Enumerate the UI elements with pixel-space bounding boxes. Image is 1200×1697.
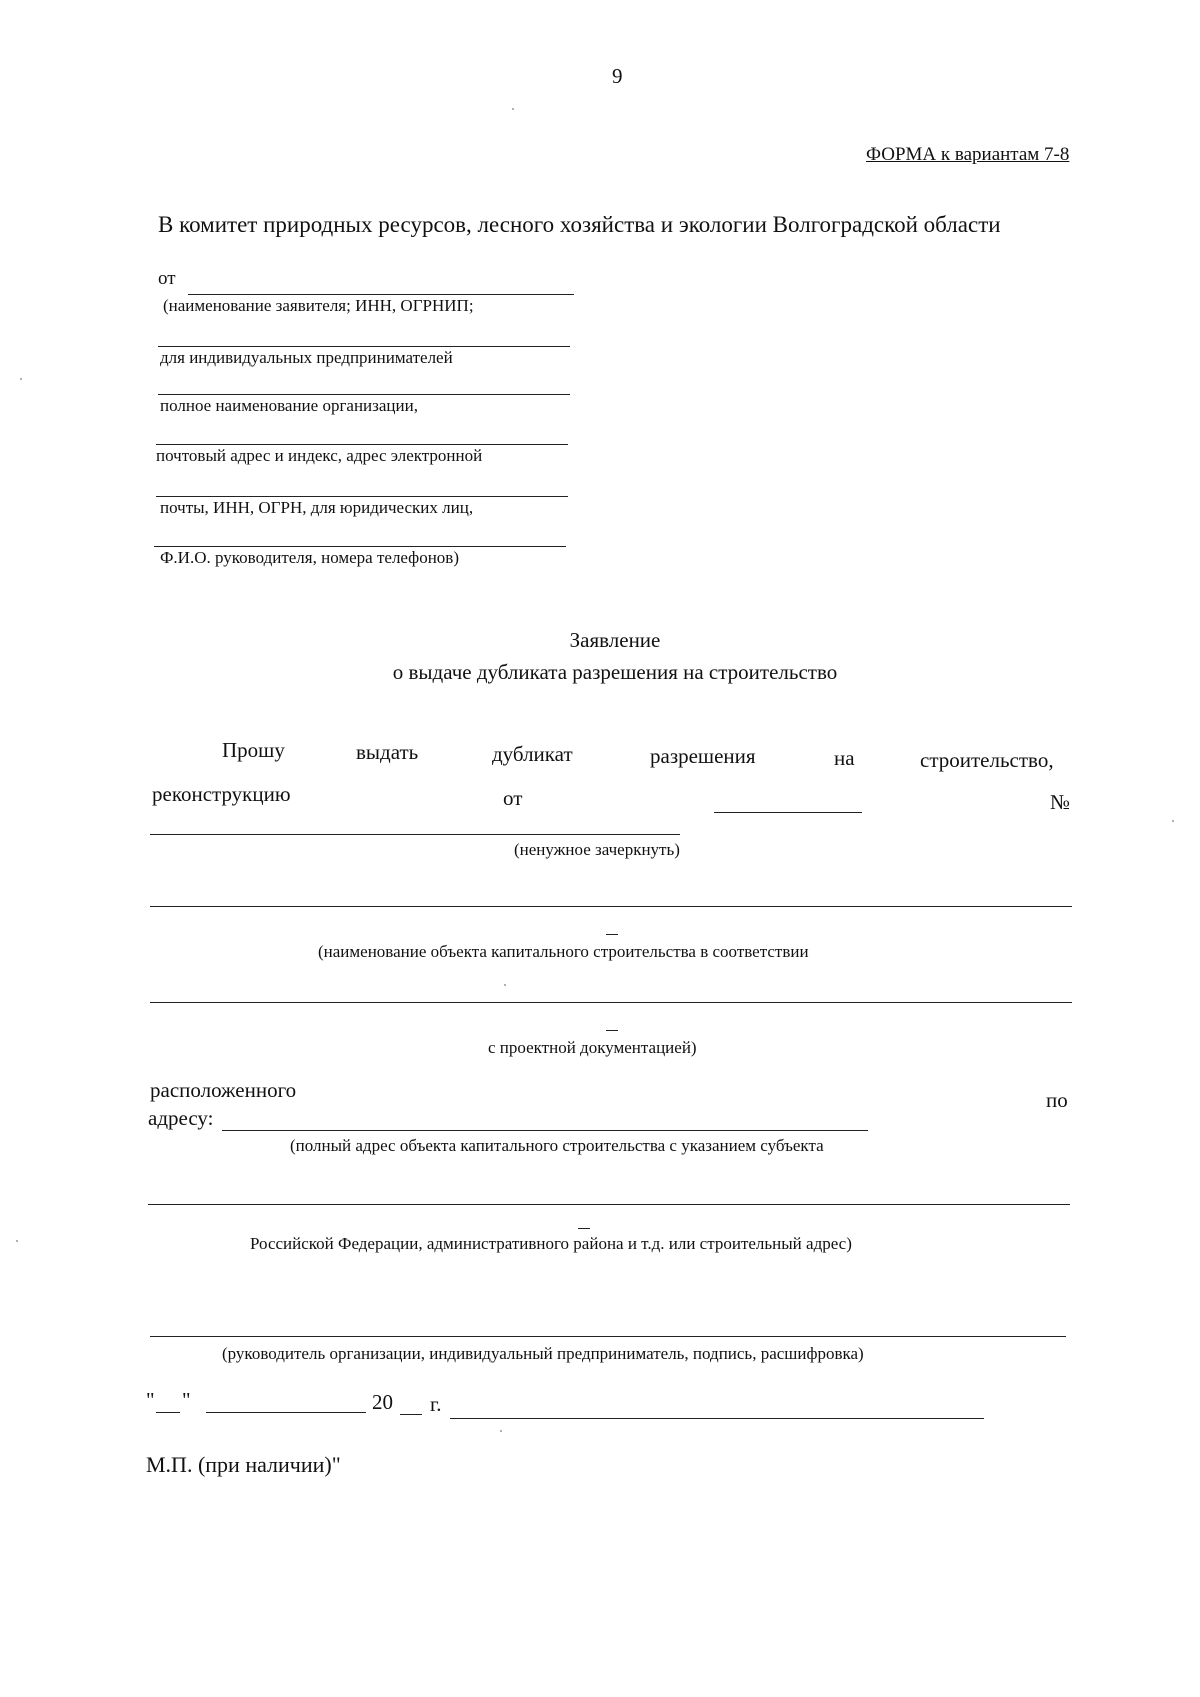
dash-mark (606, 934, 618, 935)
page-number: 9 (612, 64, 623, 88)
applicant-line-1[interactable] (188, 294, 574, 295)
object-name-line-1[interactable] (150, 906, 1072, 907)
applicant-hint-3: полное наименование организации, (160, 396, 418, 415)
word-raspolozhennogo: расположенного (150, 1078, 297, 1102)
applicant-hint-4: почтовый адрес и индекс, адрес электронной (156, 446, 483, 465)
form-label: ФОРМА к вариантам 7-8 (866, 144, 1070, 165)
address-line-1[interactable] (222, 1130, 868, 1131)
hint-address-1: (полный адрес объекта капитального строительства с указанием субъекта (290, 1136, 824, 1155)
word-dublikat: дубликат (492, 742, 573, 766)
date-year-prefix: 20 (372, 1390, 393, 1414)
dash-mark (606, 1030, 618, 1031)
applicant-line-6[interactable] (154, 546, 566, 547)
applicant-hint-1: (наименование заявителя; ИНН, ОГРНИП; (163, 296, 474, 315)
hint-object-2: с проектной документацией) (488, 1038, 697, 1057)
document-title: Заявление (569, 628, 661, 652)
permit-number-line[interactable] (150, 834, 680, 835)
applicant-hint-6: Ф.И.О. руководителя, номера телефонов) (160, 548, 459, 567)
addressee: В комитет природных ресурсов, лесного хозяйства и экологии Волгоградской области (158, 212, 1001, 237)
seal-note: М.П. (при наличии)" (146, 1452, 341, 1477)
dash-mark (578, 1228, 590, 1229)
applicant-line-2[interactable] (158, 346, 570, 347)
word-po: по (1046, 1088, 1068, 1112)
applicant-line-3[interactable] (158, 394, 570, 395)
object-name-line-2[interactable] (150, 1002, 1072, 1003)
word-stroitelstvo: строительство, (920, 748, 1054, 772)
word-adresu: адресу: (148, 1106, 214, 1130)
date-signature-line[interactable] (450, 1418, 984, 1419)
address-line-2[interactable] (148, 1204, 1070, 1205)
date-year-line[interactable] (400, 1414, 422, 1415)
applicant-line-4[interactable] (156, 444, 568, 445)
signature-line[interactable] (150, 1336, 1066, 1337)
date-month-line[interactable] (206, 1412, 366, 1413)
word-ot: от (503, 786, 523, 810)
date-year-suffix: г. (430, 1392, 442, 1416)
permit-date-line[interactable] (714, 812, 862, 813)
word-razresheniya: разрешения (650, 744, 756, 768)
hint-object-1: (наименование объекта капитального строительства в соответствии (318, 942, 809, 961)
date-quote-open: " (146, 1388, 155, 1412)
word-rekonstrukciyu: реконструкцию (152, 782, 291, 806)
from-prefix: от (158, 268, 176, 289)
applicant-hint-2: для индивидуальных предпринимателей (160, 348, 453, 367)
word-na: на (834, 746, 855, 770)
date-day-line[interactable] (156, 1412, 180, 1413)
hint-strike: (ненужное зачеркнуть) (514, 840, 680, 859)
hint-address-2: Российской Федерации, административного района и т.д. или строительный адрес) (250, 1234, 852, 1253)
date-quote-close: " (182, 1388, 191, 1412)
applicant-hint-5: почты, ИНН, ОГРН, для юридических лиц, (160, 498, 474, 517)
hint-signature: (руководитель организации, индивидуальный предприниматель, подпись, расшифровка) (222, 1344, 864, 1363)
word-proshu: Прошу (222, 738, 285, 762)
document-subtitle: о выдаче дубликата разрешения на строительство (392, 660, 838, 684)
word-vydat: выдать (356, 740, 419, 764)
applicant-line-5[interactable] (156, 496, 568, 497)
number-sign: № (1050, 790, 1071, 814)
